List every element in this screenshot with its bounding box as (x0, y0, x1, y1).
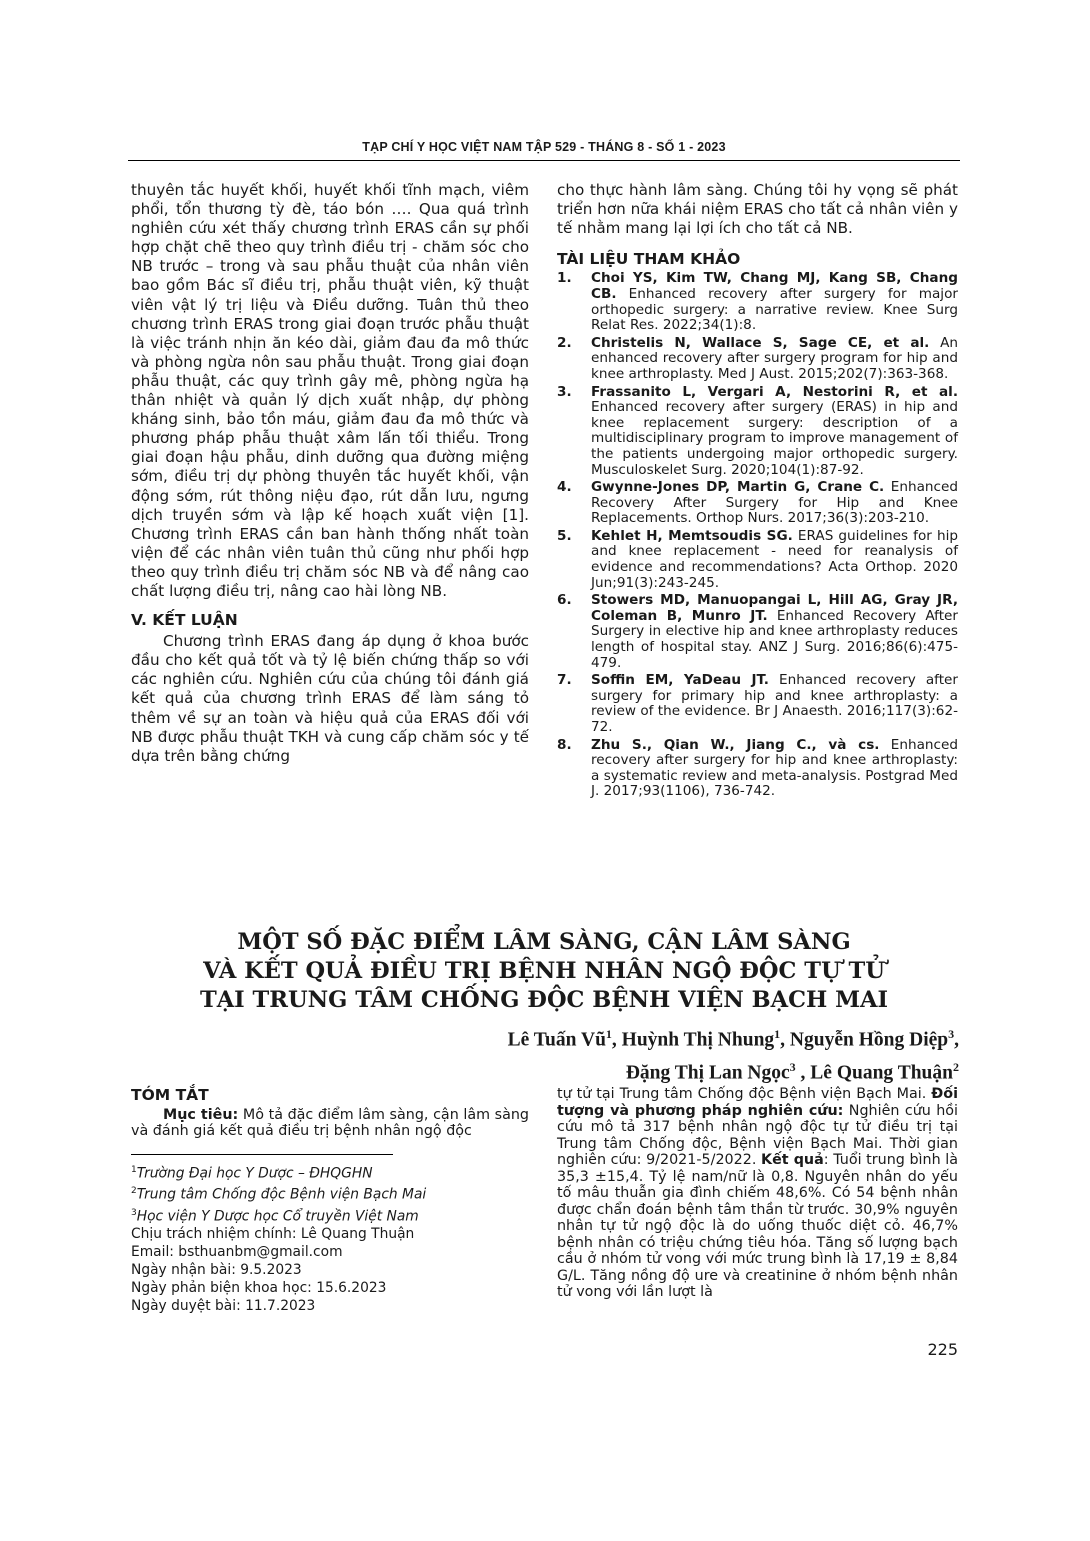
conclusion-continuation: cho thực hành lâm sàng. Chúng tôi hy vọng sẽ phát triển hơn nữa khái niệm ERAS cho tất cả nhân viên y tế nhằm mang lại lợi ích cho tất cả NB. (557, 181, 958, 238)
author-affiliation-mark: 3 (789, 1059, 796, 1074)
reference-body: Enhanced recovery after surgery for hip and knee arthroplasty: a systematic review and meta-analysis. Postgrad Med J. 2017;93(1106), 736-742. (591, 736, 958, 800)
affiliation-footnote (131, 1161, 529, 1183)
page-number: 225 (927, 1340, 958, 1359)
author-name: Lê Tuấn Vũ (507, 1029, 606, 1051)
reference-text (591, 336, 958, 383)
reference-text (591, 738, 958, 800)
reference-authors: Gwynne-Jones DP, Martin G, Crane C. (591, 479, 885, 496)
conclusion-heading: V. KẾT LUẬN (131, 611, 238, 630)
reference-authors: Christelis N, Wallace S, Sage CE, et al. (591, 334, 930, 351)
corresponding-author: Chịu trách nhiệm chính: Lê Quang Thuận (131, 1226, 415, 1243)
date-accepted: Ngày duyệt bài: 11.7.2023 (131, 1298, 316, 1315)
reference-text (591, 480, 958, 527)
reference-body: ERAS guidelines for hip and knee replacement - need for reanalysis of evidence and recommendations? Acta Orthop. 2020 Jun;91(3):243-245. (591, 527, 958, 591)
footnote-rule (131, 1154, 393, 1155)
footnotes (131, 1161, 529, 1316)
affiliation-number: 1 (131, 1164, 137, 1175)
reference-authors: Stowers MD, Manuopangai L, Hill AG, Gray JR, Coleman B, Munro JT. (591, 592, 958, 624)
date-received: Ngày nhận bài: 9.5.2023 (131, 1262, 302, 1279)
running-header: TẠP CHÍ Y HỌC VIỆT NAM TẬP 529 - THÁNG 8 - SỐ 1 - 2023 (362, 140, 726, 154)
author-line (259, 1021, 959, 1054)
author-separator: , (611, 1029, 622, 1051)
conclusion-paragraph: Chương trình ERAS đang áp dụng ở khoa bước đầu cho kết quả tốt và tỷ lệ biến chứng thấp so với các nghiên cứu. Nghiên cứu của chúng tôi đánh giá kết quả của chương trình ERAS để làm sáng tỏ thêm về sự an toàn và hiệu quả của ERAS đối với NB được phẫu thuật TKH và cung cấp chăm sóc y tế dựa trên bằng chứng (131, 632, 529, 765)
references-heading: TÀI LIỆU THAM KHẢO (557, 250, 741, 269)
author-list (259, 1021, 959, 1086)
reference-authors: Kehlet H, Memtsoudis SG. (591, 527, 793, 544)
header-rule (128, 160, 960, 161)
reference-item (557, 480, 958, 527)
author-name: Huỳnh Thị Nhung (621, 1029, 775, 1051)
author-separator: , (954, 1029, 959, 1051)
reference-text (591, 529, 958, 591)
reference-number: 1. (557, 270, 572, 287)
affiliation-text: Trung tâm Chống độc Bệnh viện Bạch Mai (136, 1186, 427, 1203)
reference-text (591, 593, 958, 671)
reference-number: 2. (557, 334, 572, 351)
article-title (128, 928, 960, 1015)
reference-text (591, 271, 958, 333)
author-name: Đặng Thị Lan Ngọc (625, 1062, 790, 1083)
reference-authors: Frassanito L, Vergari A, Nestorini R, et al. (591, 383, 958, 400)
objective-label: Mục tiêu: (163, 1106, 239, 1123)
author-affiliation-mark: 1 (605, 1027, 612, 1041)
date-reviewed: Ngày phản biện khoa học: 15.6.2023 (131, 1280, 387, 1297)
right-column (557, 181, 958, 802)
author-separator: , (795, 1062, 811, 1083)
affiliation-text: Trường Đại học Y Dược – ĐHQGHN (136, 1165, 373, 1182)
abstract-left (131, 1087, 529, 1315)
reference-number: 7. (557, 672, 572, 689)
affiliation-footnote (131, 1182, 529, 1204)
author-affiliation-mark: 3 (948, 1027, 955, 1041)
author-separator: , (780, 1029, 790, 1051)
methods-label: Đối tượng và phương pháp nghiên cứu: (557, 1086, 958, 1119)
contact-email: Email: bsthuanbm@gmail.com (131, 1244, 343, 1261)
reference-body: Enhanced recovery after surgery (ERAS) in hip and knee replacement surgery: description of a multidisciplinary program to improve management of the patients undergoing major orthopedic surgery. Musculoskelet Surg. 2020;104(1):87-92. (591, 399, 958, 478)
author-name: Lê Quang Thuận (810, 1062, 953, 1083)
reference-item (557, 593, 958, 671)
reference-list (557, 271, 958, 800)
reference-authors: Choi YS, Kim TW, Chang MJ, Kang SB, Chang CB. (591, 270, 958, 302)
title-line: MỘT SỐ ĐẶC ĐIỂM LÂM SÀNG, CẬN LÂM SÀNG (237, 929, 851, 955)
reference-body: Enhanced Recovery After Surgery in elective hip and knee arthroplasty reduces length of hospital stay. ANZ J Surg. 2016;86(6):475-479. (591, 607, 958, 671)
title-line: TẠI TRUNG TÂM CHỐNG ĐỘC BỆNH VIỆN BẠCH MAI (199, 987, 889, 1013)
author-name: Nguyễn Hồng Diệp (789, 1029, 949, 1051)
abstract-heading: TÓM TẮT (131, 1086, 209, 1104)
reference-number: 8. (557, 736, 572, 753)
affiliation-footnote (131, 1204, 529, 1226)
results-label: Kết quả (761, 1152, 824, 1168)
reference-number: 4. (557, 479, 572, 496)
left-column (131, 181, 529, 766)
reference-number: 3. (557, 383, 572, 400)
reference-authors: Zhu S., Qian W., Jiang C., và cs. (591, 736, 880, 753)
reference-text (591, 385, 958, 479)
reference-authors: Soffin EM, YaDeau JT. (591, 672, 769, 689)
reference-number: 6. (557, 592, 572, 609)
objective-text: Mô tả đặc điểm lâm sàng, cận lâm sàng và đánh giá kết quả điều trị bệnh nhân ngộ độc (131, 1106, 529, 1139)
reference-number: 5. (557, 527, 572, 544)
reference-body: Enhanced Recovery After Surgery for Hip and Knee Replacements. Orthop Nurs. 2017;36(3):203-210. (591, 479, 958, 527)
affiliation-text: Học viện Y Dược học Cổ truyền Việt Nam (136, 1208, 419, 1225)
discussion-paragraph: thuyên tắc huyết khối, huyết khối tĩnh mạch, viêm phổi, tổn thương tỳ đè, táo bón …. Qua quá trình nghiên cứu xét thấy chương trình ERAS cần sự phối hợp chặt chẽ theo quy trình điều trị - chăm sóc cho NB trước – trong và sau phẫu thuật của nhân viên bao gồm Bác sĩ điều trị, phẫu thuật viên, kỹ thuật viên vật lý trị liệu và Điều dưỡng. Tuân thủ theo chương trình ERAS trong giai đoạn trước phẫu thuật là việc tránh nhịn ăn kéo dài, giảm đau đa mô thức và phòng ngừa nôn sau phẫu thuật. Trong giai đoạn phẫu thuật, các quy trình gây mê, phòng ngừa hạ thân nhiệt và quản lý dịch xuất nhập, dự phòng kháng sinh, bảo tồn máu, giảm đau đa mô thức và phương pháp phẫu thuật xâm lấn tối thiểu. Trong giai đoạn hậu phẫu, dinh dưỡng qua đường miệng sớm, điều trị dự phòng thuyên tắc huyết khối, vận động sớm, rút thông niệu đạo, rút dẫn lưu, ngưng dịch truyền sớm và lập kế hoạch xuất viện [1]. Chương trình ERAS cần ban hành thống nhất toàn viện để các nhân viên tuân thủ cũng như phối hợp theo quy trình điều trị chăm sóc NB và để nâng cao chất lượng điều trị, nâng cao hài lòng NB. (131, 181, 529, 600)
results-text: : Tuổi trung bình là 35,3 ±15,4. Tỷ lệ nam/nữ là 0,8. Nguyên nhân do yếu tố mâu thuẫn gia đình chiếm 48,6%. Có 54 bệnh nhân được chẩn đoán bệnh tâm thần từ trước. 30,9% nguyên nhân tự tử ngộ độc là do uống thuốc diệt cỏ. 46,7% bệnh nhân có triệu chứng tiêu hóa. Tăng số lượng bạch cầu ở nhóm tử vong với mức trung bình là 17,19 ± 8,84 G/L. Tăng nồng độ ure và creatinine ở nhóm bệnh nhân tử vong với lần lượt là (557, 1152, 959, 1300)
methods-text: Nghiên cứu hồi cứu mô tả 317 bệnh nhân ngộ độc tự tử điều trị tại Trung tâm Chống độc, Bệnh viện Bạch Mai. Thời gian nghiên cứu: 9/2021-5/2022. (557, 1102, 958, 1168)
reference-item (557, 673, 958, 735)
author-affiliation-mark: 1 (774, 1027, 781, 1041)
abstract-continuation: tự tử tại Trung tâm Chống độc Bệnh viện Bạch Mai. (557, 1086, 927, 1102)
affiliation-number: 2 (131, 1186, 137, 1197)
author-line (259, 1054, 959, 1087)
abstract-right (557, 1086, 958, 1301)
affiliation-number: 3 (131, 1207, 137, 1218)
reference-item (557, 271, 958, 333)
reference-body: An enhanced recovery after surgery program for hip and knee arthroplasty. Med J Aust. 2015;202(7):363-368. (591, 334, 958, 382)
reference-item (557, 385, 958, 479)
reference-item (557, 336, 958, 383)
reference-item (557, 529, 958, 591)
abstract-objective (131, 1107, 529, 1140)
reference-body: Enhanced recovery after surgery for major orthopedic surgery: a narrative review. Knee Surg Relat Res. 2022;34(1):8. (591, 285, 958, 334)
title-line: VÀ KẾT QUẢ ĐIỀU TRỊ BỆNH NHÂN NGỘ ĐỘC TỰ TỬ (203, 958, 885, 984)
reference-item (557, 738, 958, 800)
author-affiliation-mark: 2 (953, 1059, 959, 1074)
reference-text (591, 673, 958, 735)
reference-body: Enhanced recovery after surgery for primary hip and knee arthroplasty: a review of the evidence. Br J Anaesth. 2016;117(3):62-72. (591, 672, 958, 735)
